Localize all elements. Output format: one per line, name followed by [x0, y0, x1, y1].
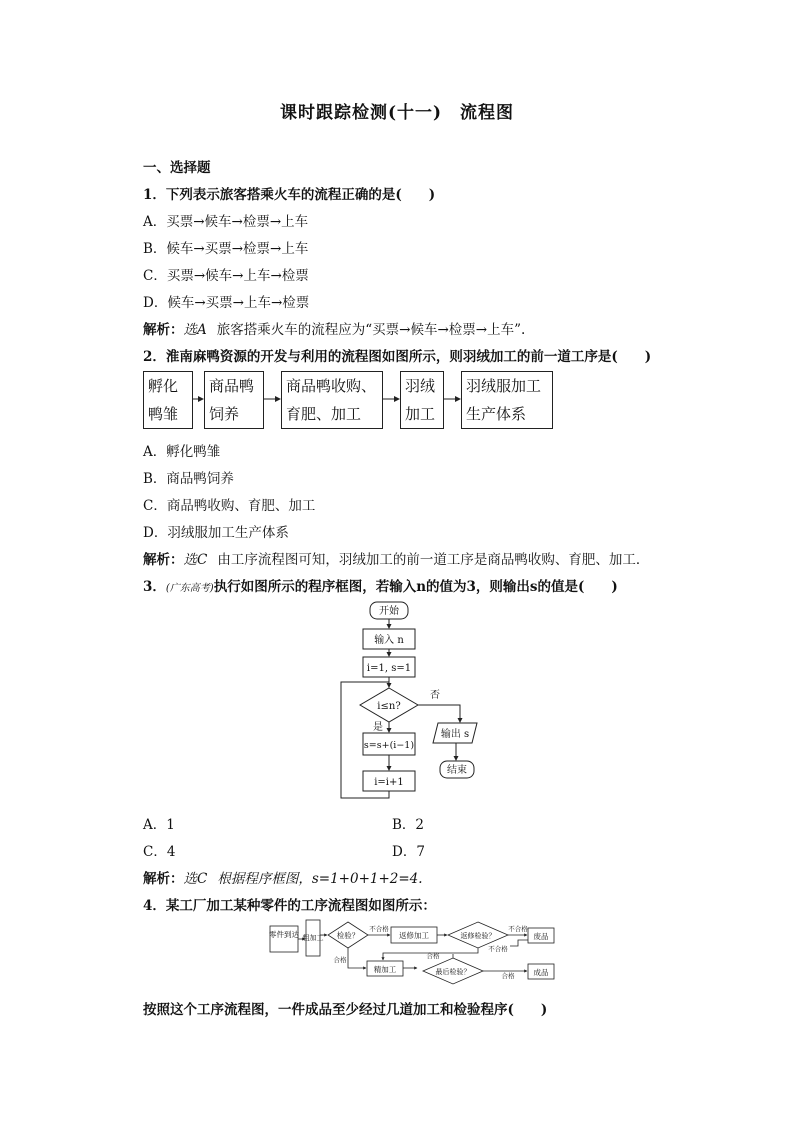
box-line: 育肥、加工: [286, 405, 362, 423]
no-branch-line: [418, 705, 460, 722]
end-label: 结束: [447, 765, 467, 776]
arrive-label: 零件到达: [269, 930, 299, 939]
recheck-fail-line: [510, 940, 528, 946]
body-label: s=s+(i−1): [363, 740, 415, 751]
section-heading: 一、选择题: [143, 160, 211, 176]
question-number: 3．: [143, 579, 166, 595]
q4-question: 按照这个工序流程图，一件成品至少经过几道加工和检验程序( ): [143, 1002, 548, 1018]
question-source: (广东高考): [165, 583, 214, 594]
fine-label: 精加工: [373, 965, 397, 974]
scrap-label: 废品: [533, 932, 549, 941]
box-line: 羽绒服加工: [466, 377, 542, 395]
check-label: 检验？: [336, 931, 360, 940]
rough-label: 粗加工: [302, 934, 324, 942]
q1-option-b: B．候车→买票→检票→上车: [143, 241, 309, 257]
no-label: 否: [430, 690, 440, 701]
solution-label: 解析：: [143, 322, 184, 338]
solution-text: 根据程序框图，s=1+0+1+2=4.: [217, 871, 423, 887]
fail1-label: 不合格: [369, 925, 389, 933]
solution-label: 解析：: [143, 871, 184, 887]
solution-answer: 选C: [183, 552, 208, 568]
q3-option-d: D．7: [392, 844, 425, 860]
input-label: 输入 n: [374, 635, 404, 646]
box-line: 加工: [405, 405, 436, 423]
q3-flowchart: [330, 598, 480, 803]
q4-flowchart: [268, 918, 558, 988]
recheck-label: 返修检验？: [460, 932, 496, 940]
q3-stem: [143, 575, 618, 595]
fail2-label: 不合格: [508, 925, 528, 933]
pass3-label: 合格: [501, 972, 515, 980]
q3-option-c: C．4: [143, 844, 176, 860]
solution-text: 旅客搭乘火车的流程应为“买票→候车→检票→上车”.: [216, 322, 526, 338]
box-line: 鸭雏: [148, 405, 179, 423]
solution-label: 解析：: [143, 552, 184, 568]
product-label: 成品: [533, 968, 549, 977]
q1-stem: 1．下列表示旅客搭乘火车的流程正确的是( ): [143, 187, 436, 203]
q2-arrows: [0, 0, 794, 440]
final-label: 最后检验？: [435, 968, 471, 976]
fail3-label: 不合格: [488, 945, 508, 953]
question-text: 执行如图所示的程序框图，若输入n的值为3，则输出s的值是( ): [213, 579, 618, 595]
q3-option-b: B．2: [392, 817, 425, 833]
q3-option-a: A．1: [143, 817, 175, 833]
q3-solution: [143, 867, 423, 887]
box-line: 生产体系: [466, 405, 527, 423]
solution-answer: 选C: [183, 871, 208, 887]
q2-option-d: D．羽绒服加工生产体系: [143, 525, 289, 541]
rework-label: 返修加工: [399, 931, 429, 940]
increment-label: i=i+1: [374, 777, 404, 788]
q2-stem: 2．淮南麻鸭资源的开发与利用的流程图如图所示，则羽绒加工的前一道工序是( ): [143, 349, 652, 365]
yes-label: 是: [373, 722, 383, 733]
solution-text: 由工序流程图可知，羽绒加工的前一道工序是商品鸭收购、育肥、加工．: [217, 552, 650, 568]
page-title: 课时跟踪检测(十一) 流程图: [279, 103, 515, 123]
q2-option-a: A．孵化鸭雏: [143, 444, 221, 460]
output-label: 输出 s: [440, 729, 470, 740]
q4-stem: 4．某工厂加工某种零件的工序流程图如图所示：: [143, 898, 436, 914]
box-line: 商品鸭收购、: [286, 377, 377, 395]
box-line: 羽绒: [405, 377, 436, 395]
solution-answer: 选A: [183, 322, 207, 338]
start-label: 开始: [379, 606, 399, 617]
pass2-label: 合格: [426, 952, 440, 960]
box-line: 商品鸭: [209, 377, 255, 395]
q1-option-a: A．买票→候车→检票→上车: [143, 214, 309, 230]
q2-solution: [143, 548, 649, 568]
condition-label: i≤n?: [377, 701, 401, 712]
q2-option-c: C．商品鸭收购、育肥、加工: [143, 498, 316, 514]
q1-option-c: C．买票→候车→上车→检票: [143, 268, 309, 284]
pass-line: [348, 948, 366, 968]
box-line: 饲养: [209, 405, 240, 423]
pass1-label: 合格: [333, 956, 347, 964]
init-label: i=1, s=1: [366, 663, 412, 674]
box-line: 孵化: [148, 377, 179, 395]
q1-option-d: D．候车→买票→上车→检票: [143, 295, 310, 311]
q2-option-b: B．商品鸭饲养: [143, 471, 234, 487]
